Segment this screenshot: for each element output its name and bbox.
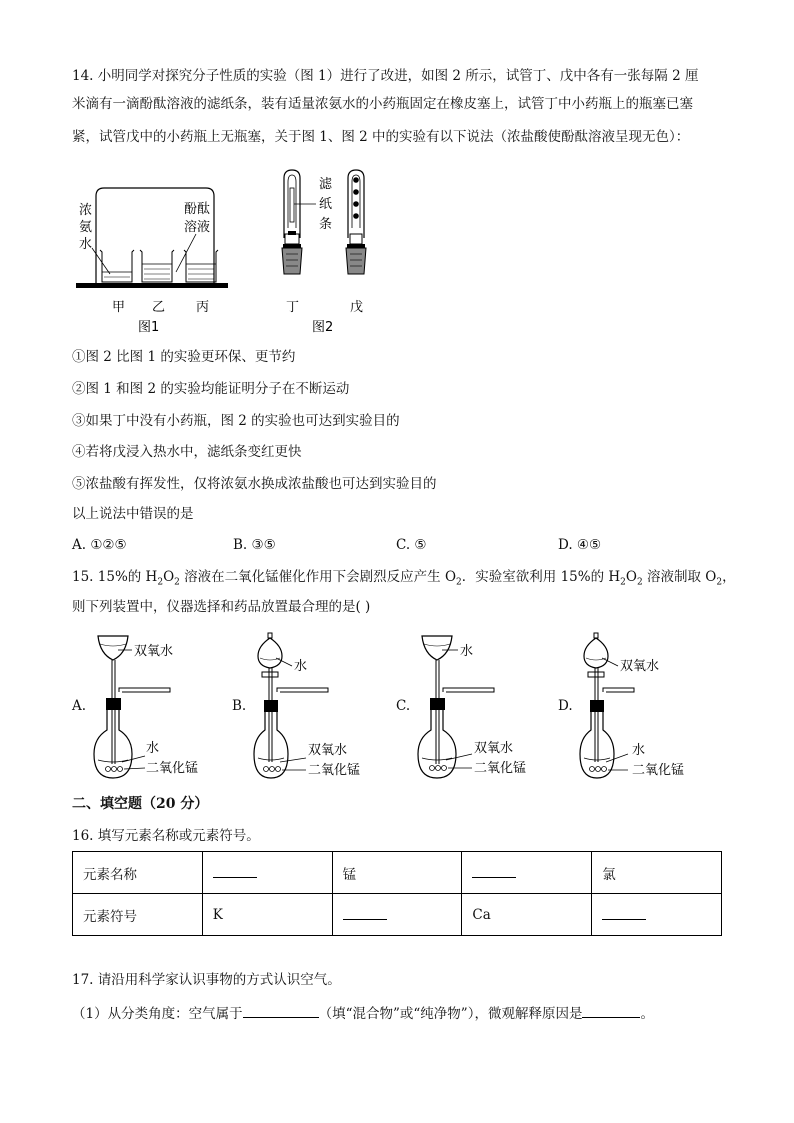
q17-part-1-text-b: （填“混合物”或“纯净物”），微观解释原因是 xyxy=(318,1006,583,1022)
statement-3: ③如果丁中没有小药瓶，图 2 的实验也可达到实验目的 xyxy=(72,413,400,429)
figure-2-diagram xyxy=(276,168,386,338)
apparatus-a-top-label: 双氧水 xyxy=(134,644,174,659)
q15-text-c: 溶液在二氧化锰催化作用下会剧烈反应产生 O xyxy=(179,569,457,585)
fig1-beaker-label-jia: 甲 xyxy=(112,300,126,315)
apparatus-c-bottom-label-2: 二氧化锰 xyxy=(474,761,527,776)
element-symbol-blank-2[interactable] xyxy=(592,894,722,936)
table-cell: 氯 xyxy=(592,852,722,894)
fig2-label-2: 纸 xyxy=(319,197,333,212)
table-cell: 元素名称 xyxy=(73,852,203,894)
answer-blank[interactable] xyxy=(582,1003,640,1018)
q14-option-d[interactable]: D. ④⑤ xyxy=(558,537,602,553)
apparatus-b-letter[interactable]: B. xyxy=(232,698,247,714)
q17-prompt: 17. 请沿用科学家认识事物的方式认识空气。 xyxy=(72,972,341,988)
section-2-title: 二、填空题（20 分） xyxy=(72,796,209,812)
element-symbol-blank-1[interactable] xyxy=(332,894,462,936)
table-row xyxy=(73,852,722,894)
q14-prompt: 以上说法中错误的是 xyxy=(72,506,194,522)
subscript: 2 xyxy=(636,577,643,588)
q17-part-1 xyxy=(72,1000,722,1028)
fig1-left-label-3: 水 xyxy=(79,237,93,252)
subscript: 2 xyxy=(620,577,626,588)
fig1-caption: 图1 xyxy=(138,320,160,335)
table-row xyxy=(73,894,722,936)
figure-1-diagram xyxy=(76,168,236,338)
beaker-yi xyxy=(140,250,174,282)
subscript: 2 xyxy=(157,577,164,588)
fig1-left-label-1: 浓 xyxy=(79,203,93,218)
test-tube-ding xyxy=(282,170,302,274)
subscript: 2 xyxy=(174,577,180,588)
apparatus-a-bottom-label-1: 水 xyxy=(146,741,160,756)
answer-blank[interactable] xyxy=(213,863,257,878)
fig2-label-1: 滤 xyxy=(319,177,333,192)
element-table xyxy=(72,851,722,936)
q14-option-b[interactable]: B. ③⑤ xyxy=(233,537,276,553)
statement-5: ⑤浓盐酸有挥发性，仅将浓氨水换成浓盐酸也可达到实验目的 xyxy=(72,476,437,492)
statement-2: ②图 1 和图 2 的实验均能证明分子在不断运动 xyxy=(72,381,350,397)
q14-line-1: 14. 小明同学对探究分子性质的实验（图 1）进行了改进，如图 2 所示，试管丁、戊中各有一张每隔 2 厘 xyxy=(72,68,699,84)
apparatus-c-top-label: 水 xyxy=(460,644,474,659)
apparatus-d-bottom-label-2: 二氧化锰 xyxy=(632,763,685,778)
statement-4: ④若将戊浸入热水中，滤纸条变红更快 xyxy=(72,444,302,460)
subscript: 2 xyxy=(716,577,723,588)
q14-line-2: 米滴有一滴酚酞溶液的滤纸条，装有适量浓氨水的小药瓶固定在橡皮塞上，试管丁中小药瓶上的瓶塞已塞 xyxy=(72,96,693,112)
q14-option-c[interactable]: C. ⑤ xyxy=(396,537,427,553)
apparatus-b-bottom-label-2: 二氧化锰 xyxy=(308,763,361,778)
table-cell: K xyxy=(202,894,332,936)
apparatus-d-top-label: 双氧水 xyxy=(620,659,660,674)
q15-text-f: 溶液制取 O xyxy=(642,569,717,585)
q15-line-1 xyxy=(72,563,736,597)
answer-blank[interactable] xyxy=(343,905,387,920)
beaker-bing xyxy=(184,250,218,282)
q15-text-g: ， xyxy=(722,569,736,585)
apparatus-c-letter[interactable]: C. xyxy=(396,698,411,714)
apparatus-b-diagram xyxy=(252,630,382,782)
apparatus-d-bottom-label-1: 水 xyxy=(632,743,646,758)
q15-text-b: O xyxy=(163,569,175,585)
subscript: 2 xyxy=(456,577,462,588)
q15-text-d: ．实验室欲利用 15%的 H xyxy=(461,569,621,585)
q15-text-e: O xyxy=(625,569,637,585)
element-name-blank-2[interactable] xyxy=(462,852,592,894)
test-tube-wu xyxy=(346,170,366,274)
fig1-right-label-1: 酚酞 xyxy=(184,202,211,217)
fig1-left-label-2: 氨 xyxy=(79,220,93,235)
apparatus-a-bottom-label-2: 二氧化锰 xyxy=(146,761,199,776)
apparatus-a-diagram xyxy=(90,632,220,782)
fig1-beaker-label-yi: 乙 xyxy=(152,300,166,315)
fig2-tube-label-wu: 戊 xyxy=(350,300,364,315)
answer-blank[interactable] xyxy=(243,1003,319,1018)
q16-prompt: 16. 填写元素名称或元素符号。 xyxy=(72,828,260,844)
fig2-caption: 图2 xyxy=(312,320,334,335)
q17-part-1-text-a: （1）从分类角度：空气属于 xyxy=(72,1006,243,1022)
fig2-tube-label-ding: 丁 xyxy=(286,300,300,315)
q14-line-3: 紧，试管戊中的小药瓶上无瓶塞，关于图 1、图 2 中的实验有以下说法（浓盐酸使酚酞溶液呈现无色）： xyxy=(72,129,690,145)
answer-blank[interactable] xyxy=(472,863,516,878)
element-name-blank-1[interactable] xyxy=(202,852,332,894)
apparatus-c-bottom-label-1: 双氧水 xyxy=(474,741,514,756)
q14-option-a[interactable]: A. ①②⑤ xyxy=(72,537,127,553)
apparatus-c-diagram xyxy=(414,632,554,782)
apparatus-a-letter[interactable]: A. xyxy=(72,698,87,714)
q15-text-a: 15. 15%的 H xyxy=(72,569,158,585)
table-cell: 锰 xyxy=(332,852,462,894)
apparatus-b-bottom-label-1: 双氧水 xyxy=(308,743,348,758)
table-cell: 元素符号 xyxy=(73,894,203,936)
q17-part-1-text-c: 。 xyxy=(640,1006,654,1022)
fig2-label-3: 条 xyxy=(319,217,333,232)
beaker-jia xyxy=(100,250,134,282)
q15-line-2: 则下列装置中，仪器选择和药品放置最合理的是( ) xyxy=(72,599,371,615)
apparatus-d-diagram xyxy=(578,630,708,782)
table-cell: Ca xyxy=(462,894,592,936)
fig1-beaker-label-bing: 丙 xyxy=(196,300,210,315)
apparatus-b-top-label: 水 xyxy=(294,659,308,674)
answer-blank[interactable] xyxy=(602,905,646,920)
apparatus-d-letter[interactable]: D. xyxy=(558,698,573,714)
statement-1: ①图 2 比图 1 的实验更环保、更节约 xyxy=(72,349,296,365)
fig1-right-label-2: 溶液 xyxy=(184,220,211,235)
